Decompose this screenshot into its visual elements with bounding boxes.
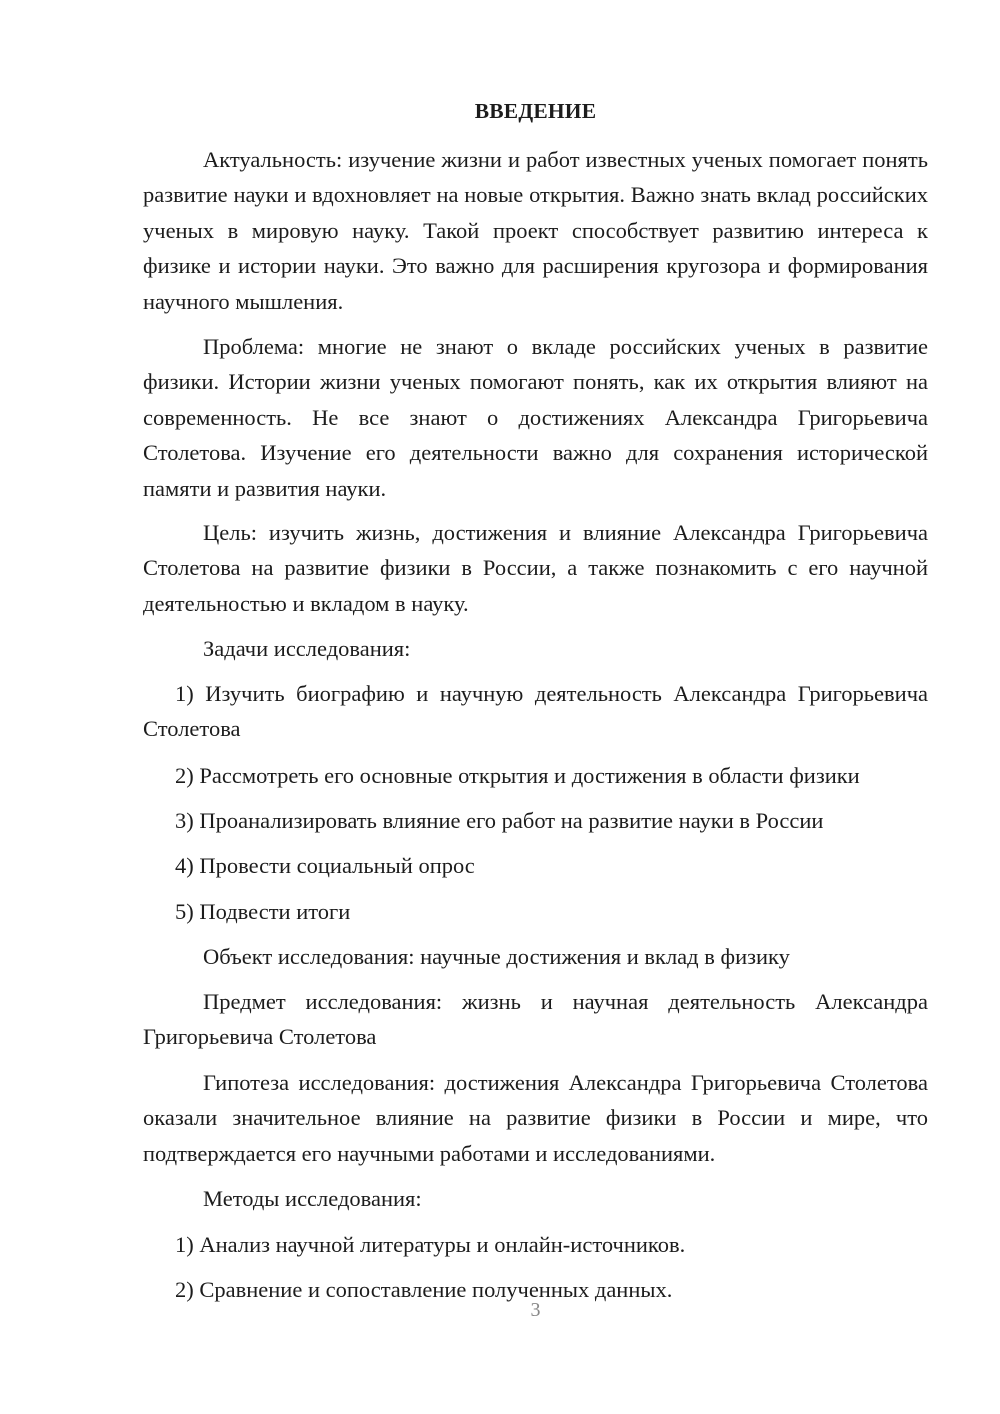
task-item-2: 2) Рассмотреть его основные открытия и достижения в области физики: [175, 763, 860, 788]
problem-paragraph: Проблема: многие не знают о вкладе российских ученых в развитие физики. Истории жизни ученых помогают понять, как их открытия влияют на современность. Не все знают о достижениях Александра Григорьевича Столетова. Изучение его деятельности важно для сохранения исторической памяти и развития науки.: [143, 334, 928, 501]
page-number: 3: [530, 1299, 541, 1321]
hypothesis-paragraph: Гипотеза исследования: достижения Александра Григорьевича Столетова оказали значительное влияние на развитие физики в России и мире, что подтверждается его научными работами и исследованиями.: [143, 1070, 928, 1166]
section-heading: ВВЕДЕНИЕ: [474, 99, 597, 123]
method-item-2: 2) Сравнение и сопоставление полученных данных.: [175, 1277, 673, 1302]
document-page: [143, 0, 928, 1414]
task-item-5: 5) Подвести итоги: [175, 899, 351, 924]
tasks-label: Задачи исследования:: [203, 636, 411, 661]
task-item-3: 3) Проанализировать влияние его работ на развитие науки в России: [175, 808, 824, 833]
subject-paragraph: Предмет исследования: жизнь и научная деятельность Александра Григорьевича Столетова: [143, 989, 928, 1050]
object-paragraph: Объект исследования: научные достижения и вклад в физику: [203, 944, 790, 969]
task-item-4: 4) Провести социальный опрос: [175, 853, 475, 878]
goal-paragraph: Цель: изучить жизнь, достижения и влияние Александра Григорьевича Столетова на развитие физики в России, а также познакомить с его научной деятельностью и вкладом в науку.: [143, 520, 928, 616]
methods-label: Методы исследования:: [203, 1186, 422, 1211]
relevance-paragraph: Актуальность: изучение жизни и работ известных ученых помогает понять развитие науки и вдохновляет на новые открытия. Важно знать вклад российских ученых в мировую науку. Такой проект способствует развитию интереса к физике и истории науки. Это важно для расширения кругозора и формирования научного мышления.: [143, 147, 928, 314]
task-item-1: 1) Изучить биографию и научную деятельность Александра Григорьевича Столетова: [143, 681, 928, 742]
method-item-1: 1) Анализ научной литературы и онлайн-источников.: [175, 1232, 686, 1257]
